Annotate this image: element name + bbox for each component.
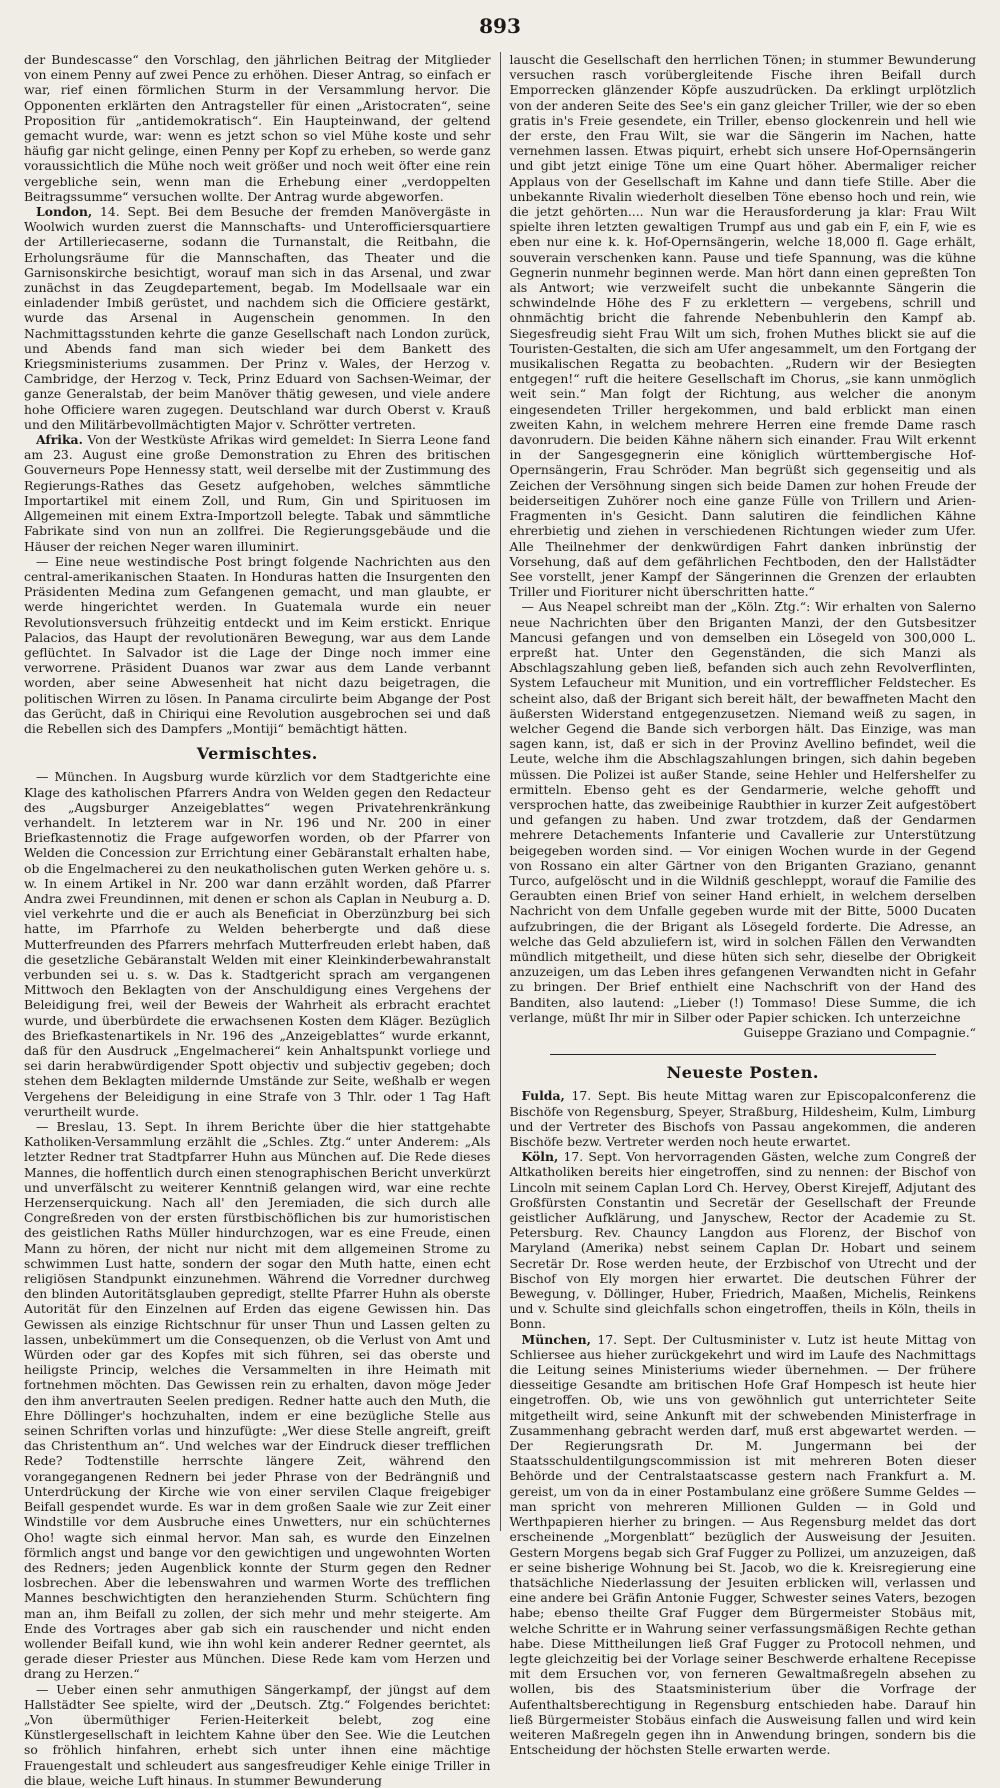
article-breslau: — Breslau, 13. Sept. In ihrem Berichte über die hier stattgehabte Katholiken-Versammlung erzählt die „Schles. Ztg.“ unter Anderem: „Als letzter Redner trat Stadtpfarrer Huhn aus München auf. Die Rede dieses Mannes, die hoffentlich durch einen stenographischen Bericht unverkürzt und unverfälscht zu weiterer Kenntniß gelangen wird, war eine rechte Herzenserquickung. Nach all' den Jeremiaden, die sich durch alle Congreßreden von der ersten fürstbischöflichen bis zur humoristischen des geistlichen Raths Müller hindurchzogen, war es eine Freude, einen Mann zu hören, der nicht nur nicht mit dem allgemeinen Strome zu schwimmen Lust hatte, sondern der sogar den Muth hatte, einen echt religiösen Standpunkt einzunehmen. Während die Vorredner durchweg den blinden Autoritätsglauben gepredigt, stellte Pfarrer Huhn als oberste Autorität für den Einzelnen auf Erden das eigene Gewissen hin. Das Gewissen als einzige Richtschnur für unser Thun und Lassen gelten zu lassen, unbekümmert um die Consequenzen, ob die Verlust von Amt und Würden oder gar des Kopfes mit sich führen, sei das oberste und heiligste Princip, welches die Versammelten in ihre Heimath mit fortnehmen möchten. Das Gewissen rein zu erhalten, davon möge Jeder den ihm anvertrauten Seelen predigen. Redner hatte auch den Muth, die Ehre Döllinger's hochzuhalten, indem er eine bezügliche Stelle aus seinen Schriften vorlas und hinzufügte: „Wer diese Stelle angreift, greift das Christenthum an“. Und welches war der Eindruck dieser trefflichen Rede? Todtenstille herrschte längere Zeit, während den vorangegangenen Rednern bei jeder Phrase von der Bedrängniß und Unterdrückung der Kirche wie von einer servilen Claque freigebiger Beifall gespendet wurde. Es war in dem großen Saale wie zur Zeit einer Windstille vor dem Ausbruche eines Unwetters, nur ein schüchternes Oho! wagte sich einmal hervor. Man sah, es wurde den Einzelnen förmlich angst und bange vor den gewichtigen und ungewohnten Worten des Redners; jeden Augenblick konnte der Sturm gegen den Redner losbrechen. Aber die lebenswahren und warmen Worte des trefflichen Mannes beschwichtigten den heranziehenden Sturm. Schüchtern fing man an, ihm Beifall zu zollen, der sich mehr und mehr steigerte. Am Ende des Vortrages aber gab sich ein rauschender und nicht enden wollender Beifall kund, wie ihn wohl kein anderer Redner geerntet, als gerade dieser Priester aus München. Diese Rede kam vom Herzen und drang zu Herzen.“ [24,1119,491,1682]
dateline-london: London, [36,204,93,220]
article-fulda [510,1088,977,1149]
article-muenchen-augsburg: — München. In Augsburg wurde kürzlich vor dem Stadtgerichte eine Klage des katholischen Pfarrers Andra von Welden gegen den Redacteur des „Augsburger Anzeigeblattes“ wegen Privatehrenkränkung verhandelt. In letzterem war in Nr. 196 und Nr. 200 in einer Briefkastennotiz die Frage aufgeworfen worden, ob der Pfarrer von Welden die Concession zur Errichtung einer Gebäranstalt erhalten habe, ob die Engelmacherei zu den neukatholischen guten Werken gehöre u. s. w. In einem Artikel in Nr. 200 war dann erzählt worden, daß Pfarrer Andra zwei Freundinnen, mit denen er schon als Caplan in Neuburg a. D. viel verkehrte und die er auch als Beneficiat in Oberzünzburg bei sich hatte, im Pfarrhofe zu Welden beherbergte und daß diese Mutterfreunden des Pfarrers mehrfach Mutterfreuden erlebt haben, daß die gesetzliche Gebäranstalt Welden mit einer Kleinkinderbewahranstalt verbunden sei u. s. w. Das k. Stadtgericht sprach am vergangenen Mittwoch den Beklagten von der Anschuldigung eines Vergehens der Beleidigung frei, weil der Beweis der Wahrheit als erbracht erachtet wurde, und überbürdete die erwachsenen Kosten dem Kläger. Bezüglich des Briefkastenartikels in Nr. 196 des „Anzeigeblattes“ wurde erkannt, daß für den Ausdruck „Engelmacherei“ kein Anhaltspunkt vorliege und sei darin herabwürdigender Spott objectiv und subjectiv gegeben; doch stehen dem Beklagten mildernde Umstände zur Seite, weßhalb er wegen Vergehens der Beleidigung in eine Strafe von 3 Thlr. oder 1 Tag Haft verurtheilt wurde. [24,769,491,1119]
article-bundescasse: der Bundescasse“ den Vorschlag, den jährlichen Beitrag der Mitglieder von einem Penny auf zwei Pence zu erhöhen. Dieser Antrag, so einfach er war, rief einen förmlichen Sturm in der Versammlung hervor. Die Opponenten erklärten den Antragsteller für einen „Aristocraten“, seine Proposition für „antidemokratisch“. Ein Haupteinwand, der geltend gemacht wurde, war: wenn es jetzt schon so viel Mühe koste und sehr häufig gar nicht gelinge, einen Penny per Kopf zu erheben, so werde ganz voraussichtlich die Mühe noch weit größer und noch weit öfter eine rein vergebliche sein, wenn man die Erhebung einer „verdoppelten Beitragssumme“ versuchen wollte. Der Antrag wurde abgeworfen. [24,52,491,204]
article-fulda-text: 17. Sept. Bis heute Mittag waren zur Episcopalconferenz die Bischöfe von Regensburg, Speyer, Straßburg, Hildesheim, Kulm, Limburg und der Vertreter des Bischofs von Passau angekommen, die anderen Bischöfe bezw. Vertreter werden noch heute erwartet. [509,1088,976,1150]
section-heading-neueste-posten: Neueste Posten. [666,1063,819,1083]
section-divider [550,1054,937,1055]
columns [24,52,976,1788]
page-number: 893 [479,14,521,38]
article-muenchen-text: 17. Sept. Der Cultusminister v. Lutz ist heute Mittag von Schliersee aus hieher zurückgekehrt und wird im Laufe des Nachmittags die Leitung seines Ministeriums wieder übernehmen. — Der frühere diesseitige Gesandte am britischen Hofe Graf Hompesch ist heute hier eingetroffen. Ob, wie uns von gewöhnlich gut unterrichteter Seite mitgetheilt wird, seine Ankunft mit der schwebenden Ministerfrage in Zusammenhang gebracht werden darf, muß erst abgewartet werden. — Der Regierungsrath Dr. M. Jungermann bei der Staatsschuldentilgungscommission ist mit mehreren Boten dieser Behörde und der Centralstaatscasse gestern nach Frankfurt a. M. gereist, um von da in einer Postambulanz eine größere Summe Geldes — man spricht von mehreren Millionen Gulden — in Gold und Werthpapieren hierher zu bringen. — Aus Regensburg meldet das dort erscheinende „Morgenblatt“ bezüglich der Ausweisung der Jesuiten. Gestern Morgens begab sich Graf Fugger zu Pollizei, um anzuzeigen, daß er seine bisherige Wohnung bei St. Jacob, wo die k. Kreisregierung eine thatsächliche Niederlassung der Jesuiten erblicken will, verlassen und eine andere bei Gräfin Antonie Fugger, Schwester seines Vaters, bezogen habe; ebenso theilte Graf Fugger dem Bürgermeister Stobäus mit, welche Schritte er in Wahrung seiner verfassungsmäßigen Rechte gethan habe. Diese Mittheilungen ließ Graf Fugger zu Protocoll nehmen, und legte gleichzeitig bei der Vorlage seiner Beschwerde erhaltene Recepisse mit dem Ersuchen vor, von ferneren Gewaltmaßregeln absehen zu wollen, bis des Staatsministerium über die Vorfrage der Aufenthaltsberechtigung in Regensburg entschieden habe. Darauf hin ließ Bürgermeister Stobäus einfach die Ausweisung fallen und wird kein weiteren Maßregeln gegen ihn in Anwendung bringen, sondern bis die Entscheidung der höchsten Stelle erwarten werde. [509,1331,976,1758]
dateline-afrika: Afrika. [36,432,83,448]
article-saengerkampf: — Ueber einen sehr anmuthigen Sängerkampf, der jüngst auf dem Hallstädter See spielte, wird der „Deutsch. Ztg.“ Folgendes berichtet: „Von übermüthiger Ferien-Heiterkeit belebt, zog eine Künstlergesellschaft in leichtem Kahne über den See. Wie die Leutchen so fröhlich hinfahren, erhebt sich unter ihnen eine mächtige Frauengestalt und schleudert aus sangesfreudiger Kehle einige Triller in die blaue, weiche Luft hinaus. In stummer Bewunderung [24,1681,491,1788]
article-saengerkampf-continued: lauscht die Gesellschaft den herrlichen Tönen; in stummer Bewunderung versuchen rasch vorübergleitende Fische ihren Beifall durch Emporrecken glänzender Köpfe auszudrücken. Da erklingt urplötzlich von der anderen Seite des See's ein ganz gleicher Triller, wie der so eben gratis in's Freie gesendete, ein Triller, ebenso glockenrein und hell wie der erste, den Frau Wilt, sie war die Sängerin im Nachen, hatte vernehmen lassen. Etwas piquirt, erhebt sich unsere Hof-Opernsängerin und gibt jetzt einige Töne um eine Quart höher. Abermaliger reicher Applaus von der Gesellschaft im Kahne und dann tiefe Stille. Aber die unbekannte Rivalin wiederholt dieselben Töne ebenso hoch und rein, wie die jetzt gehörten.... Nun war die Herausforderung ja klar: Frau Wilt spielte ihren letzten gewaltigen Trumpf aus und gab ein F, ein F, wie es eben nur eine k. k. Hof-Opernsängerin, welche 18,000 fl. Gage erhält, souverain verschenken kann. Pause und tiefe Spannung, was die kühne Gegnerin nunmehr beginnen werde. Man hört dann einen gepreßten Ton als Antwort; wie verzweifelt sucht die unbekannte Sängerin die schwindelnde Höhe des F zu erklettern — vergebens, schrill und ohnmächtig bricht die fahrende Nebenbuhlerin den Kampf ab. Siegesfreudig sieht Frau Wilt um sich, frohen Muthes blickt sie auf die Touristen-Gestalten, die sich am Ufer angesammelt, um den Fortgang der musikalischen Regatta zu beobachten. „Rudern wir der Besiegten entgegen!“ ruft die heitere Gesellschaft im Chorus, „sie kann unmöglich weit sein.“ Man folgt der Richtung, aus welcher die anonym eingesendeten Triller hergekommen, und bald erblickt man einen zweiten Kahn, in welchem mehrere Herren eine fremde Dame rasch davonrudern. Die beiden Kähne nähern sich einander. Frau Wilt erkennt in der Sangesgegnerin eine königlich württembergische Hof-Opernsängerin, Frau Schröder. Man begrüßt sich gegenseitig und als Zeichen der Versöhnung singen sich beide Damen zur hohen Freude der beiderseitigen Zuhörer noch eine ganze Fülle von Trillern und Arien-Fragmenten in's Gesicht. Dann salutiren die feindlichen Kähne ehrerbietig und ziehen in verschiedenen Richtungen wieder zum Ufer. Alle Theilnehmer der denkwürdigen Fahrt danken inbrünstig der Vorsehung, daß auf dem gefährlichen Fechtboden, den der Hallstädter See vorstellt, jener Kampf der Sängerinnen die Grenzen der erlaubten Triller und Fioriturer nicht überschritten hatte.“ [509,52,976,600]
dateline-muenchen: München, [521,1331,591,1347]
article-muenchen-news [510,1332,977,1758]
dateline-fulda: Fulda, [521,1088,565,1104]
article-westindische-post: — Eine neue westindische Post bringt folgende Nachrichten aus den central-amerikanischen Staaten. In Honduras hatten die Insurgenten den Präsidenten Medina zum Gefangenen gemacht, und man glaubte, er werde hingerichtet werden. In Guatemala wurde ein neuer Revolutionsversuch frühzeitig entdeckt und im Keim erstickt. Enrique Palacios, das Haupt der revolutionären Bewegung, war aus dem Lande geflüchtet. In Salvador ist die Lage der Dinge noch immer eine verworrene. Präsident Duanos war zwar aus dem Lande verbannt worden, aber seine Abwesenheit hat nicht dazu beigetragen, die politischen Wirren zu lösen. In Panama circulirte beim Abgange der Post das Gerücht, daß in Chiriqui eine Revolution ausgebrochen sei und daß die Rebellen sich des Dampfers „Montiji“ bemächtigt hätten. [24,553,491,736]
article-london [24,204,491,432]
article-neapel: — Aus Neapel schreibt man der „Köln. Ztg.“: Wir erhalten von Salerno neue Nachrichten über den Briganten Manzi, der den Gutsbesitzer Mancusi gefangen und von demselben ein Lösegeld von 300,000 L. erpreßt hat. Unter den Gegenständen, die sich Manzi als Abschlagszahlung geben ließ, befanden sich auch zehn Revolverflinten, System Lefaucheur mit Munition, und ein vortrefflicher Feldstecher. Es scheint also, daß der Brigant sich bereit hält, der bewaffneten Macht den äußersten Widerstand entgegenzusetzen. Niemand weiß zu sagen, in welcher Gegend die Bande sich verborgen hält. Das Einzige, was man sagen kann, ist, daß er sich in der Provinz Avellino befindet, weil die Leute, welche ihm die Abschlagszahlungen bringen, sich dahin begeben müssen. Die Polizei ist außer Stande, seine Hehler und Helfershelfer zu ermitteln. Ebenso geht es der Gendarmerie, welche gehofft und versprochen hatte, das zweibeinige Raubthier in kurzer Zeit aufgestöbert und gefangen zu haben. Und zwar trotzdem, daß der Gendarmen mehrere Detachements Infanterie und Cavallerie zur Unterstützung beigegeben worden sind. — Vor einigen Wochen wurde in der Gegend von Rossano ein alter Gärtner von den Briganten Graziano, genannt Turco, aufgelöscht und in die Wildniß geschleppt, worauf die Familie des Geraubten einen Brief von seiner Hand erhielt, in welchem derselben Nachricht von dem Unfalle gegeben wurde mit der Bitte, 5000 Ducaten aufzubringen, die der Brigant als Lösegeld forderte. Die Adresse, an welche das Geld abzuliefern ist, wird in solchen Fällen den Verwandten mündlich mitgetheilt, und diese hüten sich sehr, dieselbe der Obrigkeit anzuzeigen, um das Leben ihres gefangenen Verwandten nicht in Gefahr zu bringen. Der Brief enthielt eine Nachschrift von der Hand des Banditen, also lautend: „Lieber (!) Tommaso! Diese Summe, die ich verlange, müßt Ihr mir in Silber oder Papier schicken. Ich unterzeichne [509,599,976,1025]
article-afrika-text: Von der Westküste Afrikas wird gemeldet: In Sierra Leone fand am 23. August eine große Demonstration zu Ehren des britischen Gouverneurs Pope Hennessy statt, weil derselbe mit der Zustimmung des Regierungs-Rathes das Gesetz aufgehoben, welches sämmtliche Importartikel mit einem Zoll, und Rum, Gin und Spirituosen im Allgemeinen mit einem Extra-Importzoll belegte. Tabak und sämmtliche Fabrikate sind von nun an zollfrei. Die Regierungsgebäude und die Häuser der reichen Neger waren illuminirt. [24,432,491,554]
article-london-text: 14. Sept. Bei dem Besuche der fremden Manövergäste in Woolwich wurden zuerst die Mannschafts- und Unterofficiersquartiere der Artilleriecaserne, sodann die Turnanstalt, die Reitbahn, die Erholungsräume für die Mannschaften, das Theater und die Garnisonskirche besichtigt, worauf man sich in das Arsenal, und zwar zunächst in das Zeugdepartement, begab. Im Modellsaale war ein einladender Imbiß gerüstet, und nachdem sich die Officiere gestärkt, wurde das Arsenal in Augenschein genommen. In den Nachmittagsstunden kehrte die ganze Gesellschaft nach London zurück, und Abends fand man sich wieder bei dem Bankett des Kriegsministeriums zusammen. Der Prinz v. Wales, der Herzog v. Cambridge, der Herzog v. Teck, Prinz Eduard von Sachsen-Weimar, der ganze Generalstab, der beim Manöver thätig gewesen, und viele andere hohe Officiere waren zugegen. Deutschland war durch Oberst v. Krauß und den Militärbevollmächtigten Major v. Schrötter vertreten. [24,204,491,432]
section-heading-vermischtes: Vermischtes. [196,744,318,764]
left-column [24,52,501,1788]
right-column [501,52,977,1758]
signature-line: Guiseppe Graziano und Compagnie.“ [743,1025,976,1040]
article-koeln [510,1149,977,1331]
article-koeln-text: 17. Sept. Von hervorragenden Gästen, welche zum Congreß der Altkatholiken bereits hier eingetroffen, sind zu nennen: der Bischof von Lincoln mit seinem Caplan Lord Ch. Hervey, Oberst Kirejeff, Adjutant des Großfürsten Constantin und Secretär der Gesellschaft der Freunde geistlicher Aufklärung, und Janyschew, Rector der Academie zu St. Petersburg. Rev. Chauncy Langdon aus Florenz, der Bischof von Maryland (Amerika) nebst seinem Caplan Dr. Hobart und seinem Secretär Dr. Rose werden heute, der Erzbischof von Utrecht und der Bischof von Ely morgen hier erwartet. Die deutschen Führer der Bewegung, v. Döllinger, Huber, Friedrich, Maaßen, Michelis, Reinkens und v. Schulte sind gleichfalls schon eingetroffen, theils in Köln, theils in Bonn. [509,1149,976,1332]
article-afrika [24,432,491,554]
dateline-koeln: Köln, [521,1149,559,1165]
